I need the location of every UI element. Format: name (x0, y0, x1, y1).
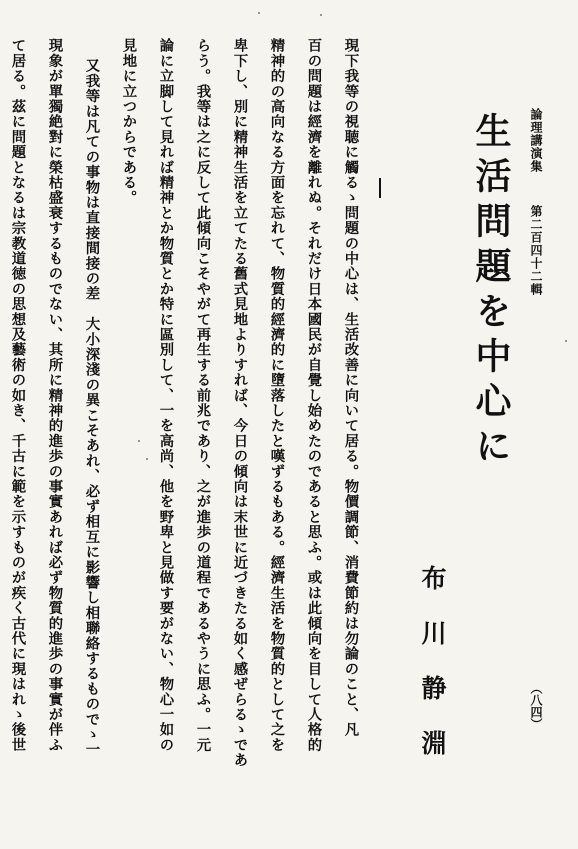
body-line-7: 見地に立つからである。 (120, 38, 138, 206)
body-line-10: て居る。茲に問題となるは宗教道徳の思想及藝術の如き、千古に範を示すものが疾く古代に現はれゝ後世 (9, 38, 27, 753)
series-title: 論理講演集 (529, 108, 543, 173)
body-line-9: 現象が單獨絶對に榮枯盛衰するものでない、其所に精神的進歩の事實あれば必ず物質的進歩の事實が伴ふ (46, 38, 64, 753)
author-name: 布川静淵 (418, 565, 447, 785)
scan-speck (320, 14, 322, 16)
section-marker (379, 178, 381, 198)
body-line-5: らう。我等は之に反して此傾向こそやがて再生する前兆であり、之が進歩の道程であるやうに思ふ。一元 (194, 38, 212, 753)
scan-speck (258, 12, 260, 14)
page-number: （八四） (529, 682, 543, 730)
body-line-6: 論に立脚して見れば精神とか物質とか特に區別して、一を高尚、他を野卑と見做す要がない、物心一如の (157, 38, 175, 753)
body-line-3: 精神的の高向なる方面を忘れて、物質的經濟的に墮落したと嘆ずるもある。經濟生活を物質的として之を (268, 38, 286, 753)
body-line-2: 百の問題は經濟を離れぬ。それだけ日本國民が自覺し始めたのであると思ふ。或は此傾向を目して人格的 (305, 38, 323, 753)
body-line-1: 現下我等の視聴に觸るゝ問題の中心は、生活改善に向いて居る。物價調節、消費節約は勿論のこと、凡 (342, 38, 360, 738)
body-line-4: 卑下し、別に精神生活を立てたる舊式見地よりすれば、今日の傾向は末世に近づきたる如く感ぜらるゝであ (231, 38, 249, 768)
issue-number: 第二百四十二輯 (529, 205, 543, 296)
scan-speck (138, 440, 140, 442)
body-line-8: 又我等は凡ての事物は直接間接の差 大小深淺の異こそあれ、必ず相互に影響し相聯絡するものでゝ一 (83, 58, 101, 758)
scan-speck (146, 458, 148, 460)
article-title: 生活問題を中心に (470, 112, 512, 472)
scan-speck (565, 340, 567, 342)
